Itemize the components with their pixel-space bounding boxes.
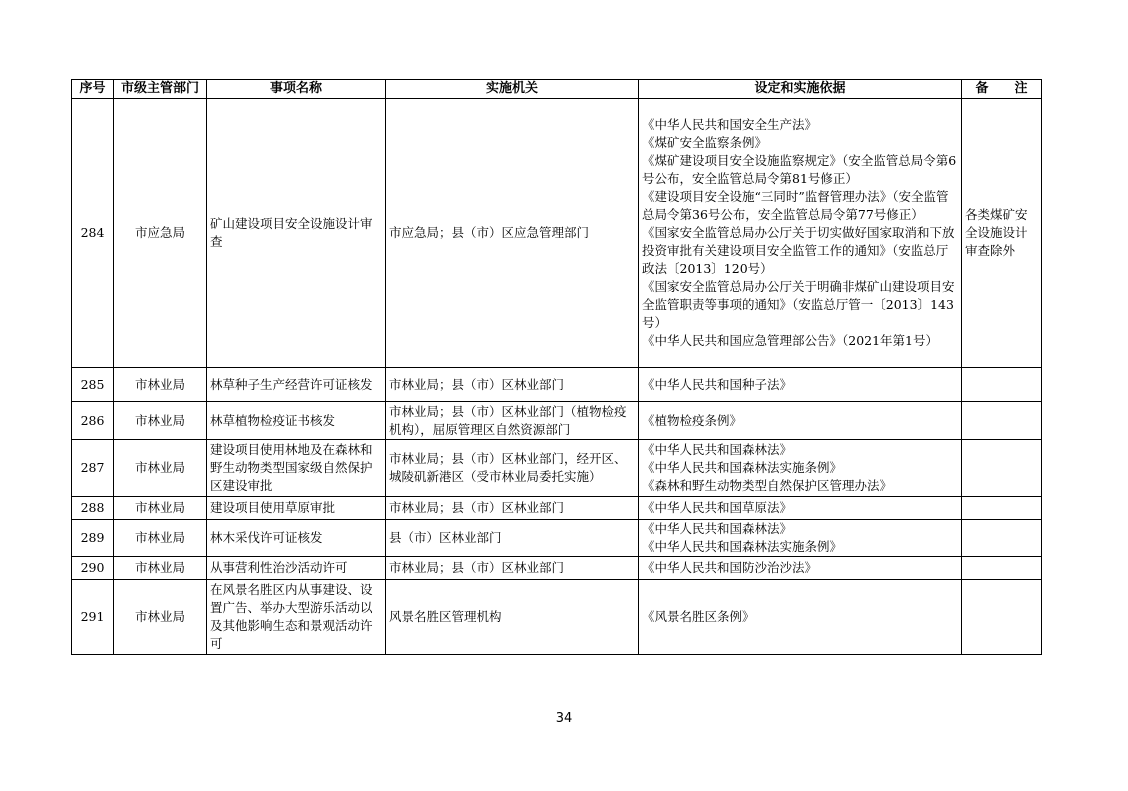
cell-dept: 市林业局 — [114, 497, 207, 520]
header-agency: 实施机关 — [386, 80, 639, 99]
cell-agency: 市林业局；县（市）区林业部门，经开区、城陵矶新港区（受市林业局委托实施） — [386, 440, 639, 497]
table-row — [72, 520, 1042, 557]
cell-agency: 市林业局；县（市）区林业部门 — [386, 497, 639, 520]
cell-basis — [639, 99, 962, 368]
cell-item: 林木采伐许可证核发 — [207, 520, 386, 557]
cell-no: 291 — [72, 580, 114, 655]
basis-line: 《建设项目安全设施“三同时”监督管理办法》（安全监管总局令第36号公布，安全监管总局令第77号修正） — [642, 189, 949, 222]
basis-line: 《中华人民共和国森林法》 — [642, 521, 793, 536]
cell-no: 289 — [72, 520, 114, 557]
cell-note — [962, 402, 1042, 440]
cell-agency: 市林业局；县（市）区林业部门（植物检疫机构），屈原管理区自然资源部门 — [386, 402, 639, 440]
cell-note — [962, 368, 1042, 402]
basis-line: 《中华人民共和国森林法》 — [642, 442, 793, 457]
matters-table — [71, 79, 1042, 655]
basis-line: 《国家安全监管总局办公厅关于切实做好国家取消和下放投资审批有关建设项目安全监管工作的通知》（安监总厅政法〔2013〕120号） — [642, 225, 955, 276]
cell-item: 在风景名胜区内从事建设、设置广告、举办大型游乐活动以及其他影响生态和景观活动许可 — [207, 580, 386, 655]
cell-dept: 市林业局 — [114, 402, 207, 440]
header-no: 序号 — [72, 80, 114, 99]
cell-note: 各类煤矿安全设施设计审查除外 — [962, 99, 1042, 368]
basis-line: 《煤矿安全监察条例》 — [642, 135, 768, 150]
cell-agency: 风景名胜区管理机构 — [386, 580, 639, 655]
cell-note — [962, 497, 1042, 520]
basis-line: 《风景名胜区条例》 — [642, 609, 755, 624]
basis-line: 《煤矿建设项目安全设施监察规定》（安全监管总局令第6号公布，安全监管总局令第81号修正） — [642, 153, 957, 186]
cell-item: 林草植物检疫证书核发 — [207, 402, 386, 440]
cell-note — [962, 557, 1042, 580]
cell-no: 288 — [72, 497, 114, 520]
table-row — [72, 402, 1042, 440]
cell-no: 284 — [72, 99, 114, 368]
cell-agency: 市应急局；县（市）区应急管理部门 — [386, 99, 639, 368]
cell-basis — [639, 580, 962, 655]
basis-line: 《中华人民共和国防沙治沙法》 — [642, 560, 818, 575]
cell-basis — [639, 440, 962, 497]
table-row — [72, 99, 1042, 368]
basis-line: 《植物检疫条例》 — [642, 412, 743, 428]
cell-dept: 市林业局 — [114, 520, 207, 557]
cell-agency: 市林业局；县（市）区林业部门 — [386, 368, 639, 402]
cell-note — [962, 580, 1042, 655]
cell-basis — [639, 557, 962, 580]
table-row — [72, 368, 1042, 402]
cell-item: 从事营利性治沙活动许可 — [207, 557, 386, 580]
basis-line: 《中华人民共和国森林法实施条例》 — [642, 460, 843, 475]
cell-basis — [639, 368, 962, 402]
header-item: 事项名称 — [207, 80, 386, 99]
cell-no: 290 — [72, 557, 114, 580]
cell-basis — [639, 520, 962, 557]
header-basis: 设定和实施依据 — [639, 80, 962, 99]
table-row — [72, 557, 1042, 580]
table-body — [72, 99, 1042, 655]
basis-line: 《中华人民共和国应急管理部公告》（2021年第1号） — [642, 333, 939, 348]
cell-dept: 市林业局 — [114, 440, 207, 497]
table-row — [72, 580, 1042, 655]
header-note: 备 注 — [962, 80, 1042, 99]
basis-line: 《中华人民共和国安全生产法》 — [642, 117, 818, 132]
basis-line: 《中华人民共和国草原法》 — [642, 500, 793, 515]
cell-basis — [639, 402, 962, 440]
cell-item: 建设项目使用林地及在森林和野生动物类型国家级自然保护区建设审批 — [207, 440, 386, 497]
cell-dept: 市应急局 — [114, 99, 207, 368]
cell-note — [962, 520, 1042, 557]
table-row — [72, 497, 1042, 520]
header-dept: 市级主管部门 — [114, 80, 207, 99]
cell-note — [962, 440, 1042, 497]
cell-item: 矿山建设项目安全设施设计审查 — [207, 99, 386, 368]
cell-basis — [639, 497, 962, 520]
basis-line: 《森林和野生动物类型自然保护区管理办法》 — [642, 478, 893, 493]
cell-dept: 市林业局 — [114, 580, 207, 655]
cell-dept: 市林业局 — [114, 557, 207, 580]
cell-no: 287 — [72, 440, 114, 497]
basis-line: 《中华人民共和国种子法》 — [642, 376, 793, 392]
basis-line: 《国家安全监管总局办公厅关于明确非煤矿山建设项目安全监管职责等事项的通知》（安监总厅管一〔2013〕143号） — [642, 279, 955, 330]
basis-line: 《中华人民共和国森林法实施条例》 — [642, 539, 843, 554]
cell-item: 林草种子生产经营许可证核发 — [207, 368, 386, 402]
page-number: 34 — [555, 711, 573, 726]
table-row — [72, 440, 1042, 497]
cell-item: 建设项目使用草原审批 — [207, 497, 386, 520]
cell-dept: 市林业局 — [114, 368, 207, 402]
cell-no: 286 — [72, 402, 114, 440]
cell-agency: 市林业局；县（市）区林业部门 — [386, 557, 639, 580]
cell-agency: 县（市）区林业部门 — [386, 520, 639, 557]
cell-no: 285 — [72, 368, 114, 402]
table-header-row — [72, 80, 1042, 99]
